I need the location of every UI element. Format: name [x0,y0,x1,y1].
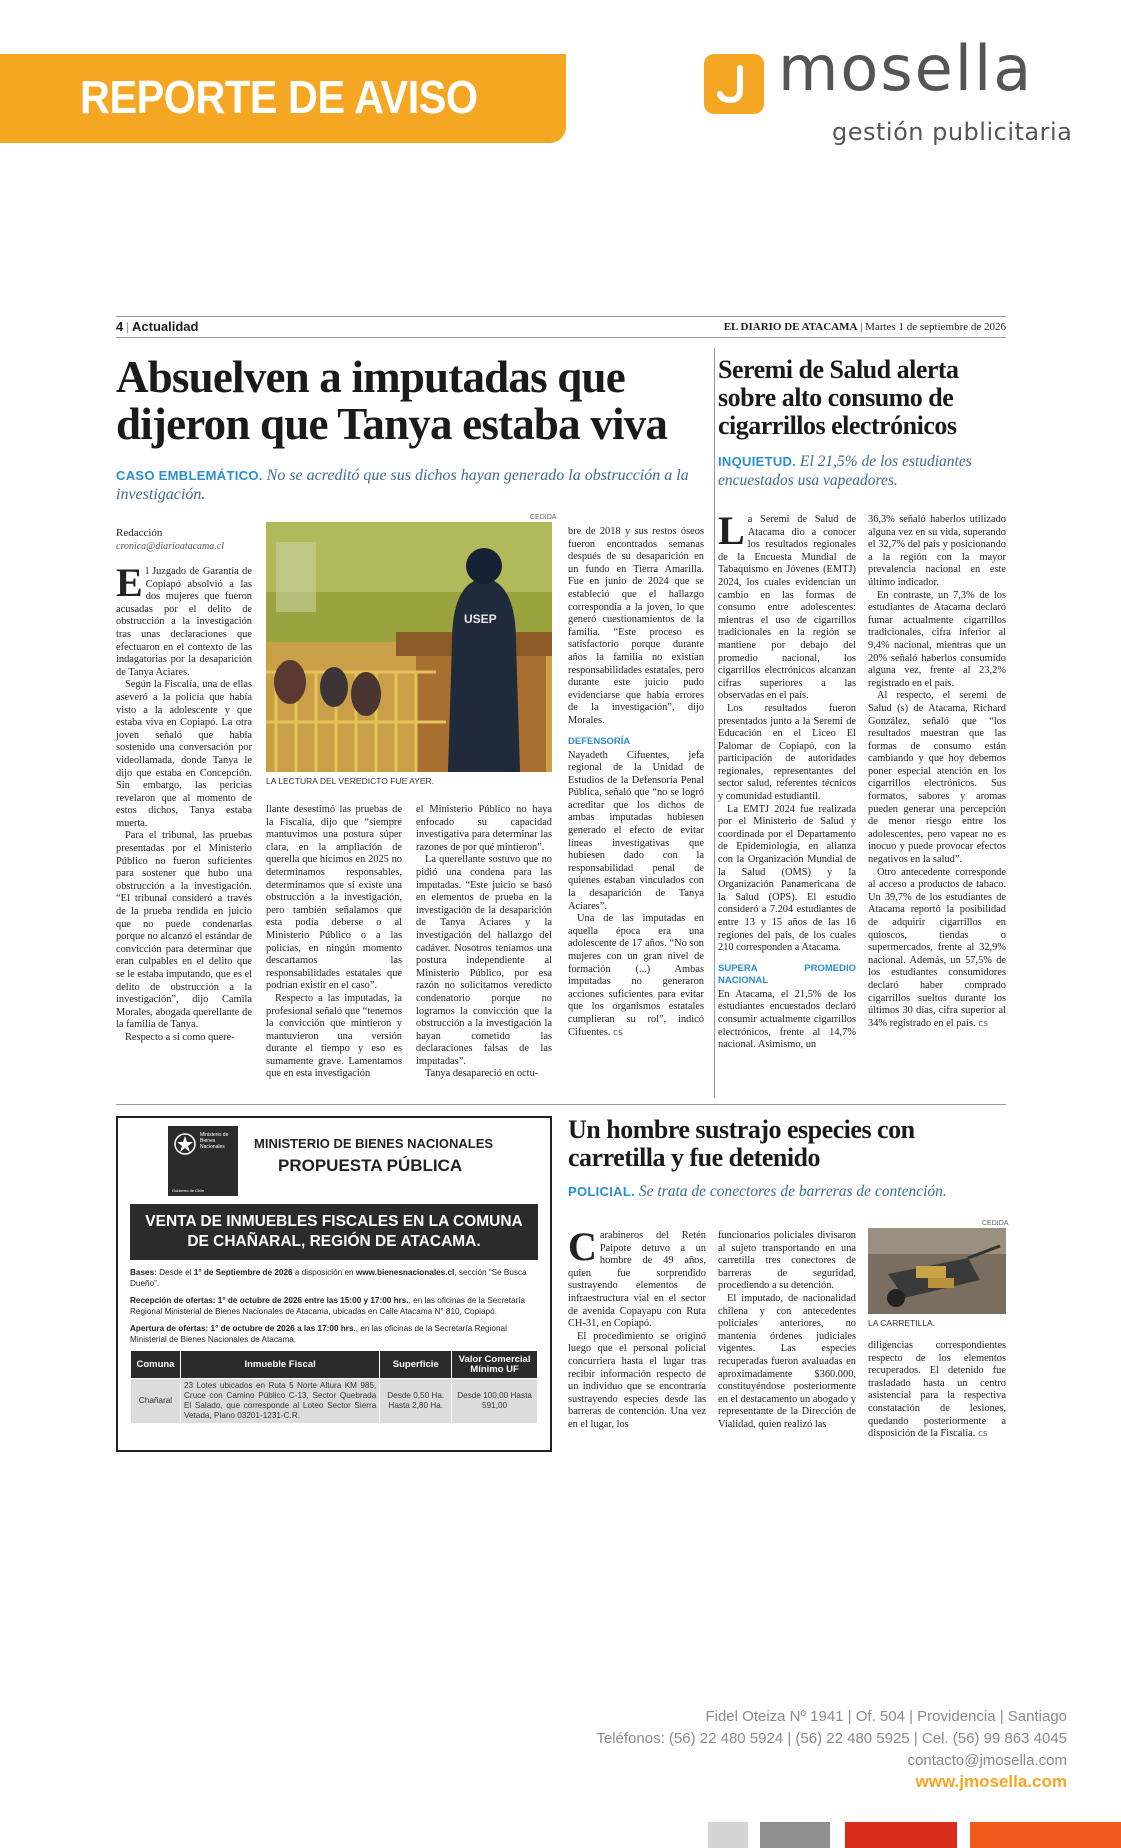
bottom-col-3 [868,1340,1006,1441]
section-name: Actualidad [132,319,199,334]
photo-label: USEP [464,612,497,626]
table-header: Inmueble Fiscal [180,1351,379,1379]
bottom-deck [568,1182,1006,1201]
logo-tagline: gestión publicitaria [832,118,1073,146]
paragraph: 36,3% señaló haberlos utilizado alguna vez en su vida, superando el 32,7% del país y posicionando a la región con la mayor prevalencia nacional en este último indicador. [868,514,1006,588]
ad-bases-site: www.bienesnacionales.cl [355,1268,455,1277]
paragraph: Respecto a las imputadas, la profesional señaló que “tenemos la convicción que mintieron y mantuvieron una versión durante el tiempo y eso es sumamente grave. Lamentamos que en esta investigación [266,992,402,1080]
paragraph: Según la Fiscalía, una de ellas aseveró a la policía que había visto a la adolescente y que estaba viva en Copiapó. La otra joven señaló que había sostenido una conversación por videollamada, donde Tanya le dijo que estaba en Concepción. Sin embargo, las pericias revelaron que al momento de estos dichos, Tanya estaba muerta. [116,679,252,829]
ad-opening-label: Apertura de ofertas: 1° de octubre de 2026 a las 17:00 hrs. [130,1324,356,1333]
dropcap: C [568,1224,597,1269]
newspaper-name: EL DIARIO DE ATACAMA [723,321,858,333]
table-header: Valor Comercial Mínimo UF [452,1351,538,1379]
photo-caption: LA CARRETILLA. [868,1318,936,1328]
photo-credit: CEDIDA [982,1220,1009,1227]
paragraph: Nayadeth Cifuentes, jefa regional de la Unidad de Estudios de la Defensoría Penal Pública, señaló que “no se logró acreditar que los dichos de ambas imputadas hubiesen generado el efecto de evitar líneas investigativas que hubiesen dado con la responsabilidad penal de quienes estaban vinculados con la desaparición de Tanya Aciares”. [568,749,704,912]
main-kicker: CASO EMBLEMÁTICO. [116,468,263,483]
footer-address: Fidel Oteiza Nº 1941 | Of. 504 | Providencia | Santiago [705,1708,1067,1725]
emblem-footer: Gobierno de Chile [172,1188,205,1193]
main-headline: Absuelven a imputadas que dijeron que Tanya estaba viva [116,352,668,449]
side-col-2 [868,514,1006,1030]
ad-bases-mid: a disposición en [294,1268,354,1277]
footer-strip-gray [760,1822,830,1848]
side-kicker: INQUIETUD. [718,454,797,469]
page-number: 4 [116,319,124,334]
paragraph-text: Otro antecedente corresponde al acceso a productos de tabaco. Un 39,7% de los estudiantes de Atacama reportó la posibilidad de adquirir cigarrillos en quioscos, tiendas o supermercados, frente al 32,9% nacional. Además, un 57,5% de los estudiantes consumidores declaró haber comprado cigarrillos sueltos durante los últimos 30 días, cifra superior al 34% registrado en el país. [868,866,1006,1029]
dropcap: E [116,560,143,605]
paragraph: llante desestimó las pruebas de la Fiscalía, dijo que “siempre mantuvimos una postura súper clara, en la ampliación de querella que hicimos en 2025 no determinamos responsables, determinamos que sí existe una obstrucción a la investigación, pero también señalamos que esta podía deberse o al Ministerio Público o a las policías, en ningún momento descartamos las responsabilidades estatales que podrían existir en el caso”. [266,804,402,992]
ad-bases-pre: Desde el [159,1268,192,1277]
ad-opening [130,1324,538,1345]
logo-name: mosella [778,32,1034,105]
ad-reception-label: Recepción de ofertas: 1° de octubre de 2026 entre las 15:00 y 17:00 hrs. [130,1296,409,1305]
side-deck-text: El 21,5% de los estudiantes encuestados usa vapeadores. [718,453,972,489]
table-cell: 23 Lotes ubicados en Ruta 5 Norte Altura KM 985, Cruce con Camino Público C-13, Sector Quebrada El Salado, que corresponde al Loteo Sector Sierra Vetada, Plano 03201-1231-C.R. [180,1379,379,1424]
ad-ministry: MINISTERIO DE BIENES NACIONALES [254,1136,494,1151]
ad-bases-post: , sección “Se Busca Dueño”. [130,1268,527,1288]
photo-caption: LA LECTURA DEL VEREDICTO FUE AYER. [266,776,435,786]
paragraph: En contraste, un 7,3% de los estudiantes de Atacama declaró fumar actualmente cigarrillos tradicionales, cifra inferior al 9,4% nacional, mientras que un 20% señaló haberlos consumido alguna vez, frente al 23,2% registrado en el país. [868,589,1006,689]
photo-credit: CEDIDA [530,514,557,521]
paragraph: Los resultados fueron presentados junto a la Seremi de Educación en el Liceo El Palomar de Copiapó, con la participación de autoridades regionales, representantes del sector salud, referentes técnicos y comunidad estudiantil. [718,702,856,803]
bottom-col-1 [568,1224,706,1432]
ad-bases [130,1268,538,1289]
courtroom-photo [266,522,552,772]
ad-opening-text: , en las oficinas de la Secretaría Regional Ministerial de Bienes Nacionales de Atacama. [130,1324,507,1344]
subhead: DEFENSORÍA [568,735,631,747]
main-deck [116,466,706,504]
issue-date: Martes 1 de septiembre de 2026 [865,321,1006,333]
ad-band-line: VENTA DE INMUEBLES FISCALES EN LA COMUNA [145,1213,523,1230]
paragraph: funcionarios policiales divisaron al sujeto transportando en una carretilla tres conectores de barreras de seguridad, procediendo a su detención. [718,1230,856,1292]
page-folio [116,316,1006,338]
footer-email[interactable]: contacto@jmosella.com [907,1752,1067,1769]
main-col-4 [568,526,704,1039]
folio-separator: | [126,319,129,334]
paragraph-text: diligencias correspondientes respecto de los elementos recuperados. El detenido fue trasladado hasta un centro asistencial para la respectiva constatación de lesiones, quedando posteriormente a disposición de la Fiscalía. [868,1340,1006,1440]
main-col-1 [116,560,252,1045]
table-cell: Desde 0,50 Ha. Hasta 2,80 Ha. [380,1379,452,1424]
paragraph: arabineros del Retén Paipote detuvo a un hombre de 49 años, quien fue sorprendido sustrayendo elementos de infraestructura vial en el sector de avenida Copayapu con Ruta CH-31, en Copiapó. [568,1230,706,1330]
paragraph: Para el tribunal, las pruebas presentadas por el Ministerio Público no fueron suficientes para sostener que hubo una obstrucción a la investigación. “El tribunal consideró a través de la prueba rendida en juicio que no puede condenarlas porque no alcanzó el estándar de convicción para determinar que eran culpables en el delito que se le estaba imputando, que es el delito de obstrucción a la investigación”, dijo Camila Morales, abogada querellante de la familia de Tanya. [116,830,252,1031]
paragraph: bre de 2018 y sus restos óseos fueron encontrados semanas después de su desaparición en un fundo en Tierra Amarilla. Fue en junio de 2024 que se estableció que el hallazgo correspondía a la joven, lo que generó cuestionamientos de la familia. “Este proceso es satisfactorio porque durante años la familia no existían responsabilidades estatales, pero durante este juicio pudo evidenciarse que había errores de la investigación”, dijo Morales. [568,526,704,726]
table-header: Comuna [131,1351,181,1379]
ad-band [130,1204,538,1260]
paragraph: El imputado, de nacionalidad chilena y con antecedentes policiales anteriores, no mantenía órdenes judiciales vigentes. Las especies recuperadas fueron avaluadas en aproximadamente $360.000, constituyéndose posteriormente en el destacamento un abogado y representante de la Dirección de Vialidad, quien realizó las [718,1292,856,1430]
jmosella-logo-icon [704,54,764,114]
ad-title: PROPUESTA PÚBLICA [278,1156,463,1175]
end-mark: cs [613,1027,623,1038]
table-row [131,1379,538,1424]
paragraph [868,1340,1006,1441]
side-deck [718,452,1006,490]
subhead: SUPERA PROMEDIO NACIONAL [718,962,856,986]
emblem-text: Ministerio de Bienes Nacionales [200,1132,229,1150]
bottom-deck-text: Se trata de conectores de barreras de contención. [638,1183,947,1200]
table-header: Superficie [380,1351,452,1379]
paragraph: En Atacama, el 21,5% de los estudiantes encuestados declaró consumir actualmente cigarrillos electrónicos, frente al 14,7% nacional. Asimismo, un [718,988,856,1051]
paragraph: La querellante sostuvo que no pidió una condena para las imputadas. “Este juicio se basó en elementos de prueba en la investigación de la desaparición de Tanya Aciares y la investigación del hallazgo del cadáver. Nosotros teníamos una postura independiente al Ministerio Público, por esa razón no solicitamos veredicto condenatorio porque no logramos la convicción que la obstrucción a la investigación la hayan cometido las declaraciones falsas de las imputadas”. [416,854,552,1067]
paragraph: a Seremi de Salud de Atacama dio a conocer los resultados regionales de la Encuesta Mundial de Tabaquismo en Jóvenes (EMTJ) 2024, los cuales evidencian un cambio en las formas de consumo entre adolescentes: mientras el uso de cigarrillos tradicionales en la región se mantiene por debajo del promedio nacional, los cigarrillos electrónicos alcanzan cifras superiores a las observadas en el país. [718,514,856,702]
public-notice-ad [116,1116,552,1452]
main-col-3 [416,804,552,1081]
wheelbarrow-photo [868,1228,1006,1314]
banner-title: REPORTE DE AVISO [80,71,478,123]
ad-bases-label: Bases: [130,1268,157,1277]
main-deck-text: No se acreditó que sus dichos hayan generado la obstrucción a la investigación. [116,467,689,503]
end-mark: cs [978,1018,988,1029]
paragraph-text: Una de las imputadas en aquella época era una adolescente de 17 años. “No son mujeres con un gran nivel de formación (...) Ambas imputadas no generaron acciones suficientes para evitar que los organismos estatales cumplieran su rol”, indicó Cifuentes. [568,913,704,1038]
ad-bases-date: 1° de Septiembre de 2026 [193,1268,293,1277]
section-rule [116,1104,1006,1105]
paragraph: Tanya desapareció en octu- [425,1068,539,1080]
table-cell: Chañaral [131,1379,181,1424]
bottom-col-2 [718,1230,856,1432]
ad-band-line: DE CHAÑARAL, REGIÓN DE ATACAMA. [187,1233,481,1250]
paragraph [868,867,1006,1031]
newspaper-clipping [116,316,1009,1452]
paragraph: Respecto a si como quere- [125,1031,235,1043]
table-cell: Desde 100,00 Hasta 591,00 [452,1379,538,1424]
paragraph: l Juzgado de Garantía de Copiapó absolvió a las dos mujeres que fueron acusadas por el delito de obstrucción a la investigación tras unas declaraciones que efectuaron en el contexto de las indagatorias por la desaparición de Tanya Aciares. [116,566,252,678]
ad-reception [130,1296,538,1317]
paragraph: El procedimiento se originó luego que el personal policial concurriera hasta el lugar tras recibir información respecto de un individuo que se encontraría sustrayendo especies desde las barreras de contención. Una vez en el lugar, los [568,1330,706,1430]
footer-website[interactable]: www.jmosella.com [915,1772,1067,1791]
ad-reception-text: , en las oficinas de la Secretaría Regional Ministerial de Bienes Nacionales de Atacama, ubicadas en Calle Atacama N° 810, Copiapó. [130,1296,526,1316]
column-rule [714,348,715,1098]
newspaper-dateline: EL DIARIO DE ATACAMA | Martes 1 de septiembre de 2026 [723,321,1006,333]
side-headline: Seremi de Salud alerta sobre alto consumo de cigarrillos electrónicos [718,355,959,440]
footer-phones: Teléfonos: (56) 22 480 5924 | (56) 22 480 5925 | Cel. (56) 99 863 4045 [596,1730,1067,1747]
paragraph: Al respecto, el seremi de Salud (s) de Atacama, Richard González, señaló que “los resultados muestran que las formas de consumo están cambiando y que hoy debemos poner especial atención en los cigarrillos electrónicos. Sus formatos, sabores y aromas pueden generar una percepción de menor riesgo entre los adolescentes, pero vapear no es inocuo y puede provocar efectos negativos en la salud”. [868,690,1006,866]
dropcap: L [718,508,745,553]
side-col-1 [718,508,856,1052]
bottom-kicker: POLICIAL. [568,1184,635,1199]
ministry-emblem-icon [168,1126,238,1196]
ad-table [130,1350,538,1424]
paragraph: La EMTJ 2024 fue realizada por el Ministerio de Salud y coordinada por el Departamento de Epidemiología, en alianza con la Organización Mundial de la Salud (OMS) y la Organización Panamericana de la Salud (OPS). El estudio consideró a 7.204 estudiantes de entre 13 y 15 años de las 16 regiones del país, de los cuales 210 corresponden a Atacama. [718,803,856,954]
bottom-headline: Un hombre sustrajo especies con carretilla y fue detenido [568,1115,915,1172]
footer-strip-red [845,1822,957,1848]
main-col-2 [266,804,402,1081]
paragraph: el Ministerio Público no haya enfocado su capacidad investigativa para determinar las razones de por qué mintieron”. [416,804,552,853]
end-mark: cs [977,1429,988,1440]
byline-author: Redacción [116,527,163,539]
byline [116,526,224,554]
report-banner [0,54,566,143]
paragraph [568,913,704,1039]
footer-strip-orange [970,1822,1121,1848]
footer-strip-light-gray [708,1822,748,1848]
byline-email: cronica@diarioatacama.cl [116,541,224,552]
